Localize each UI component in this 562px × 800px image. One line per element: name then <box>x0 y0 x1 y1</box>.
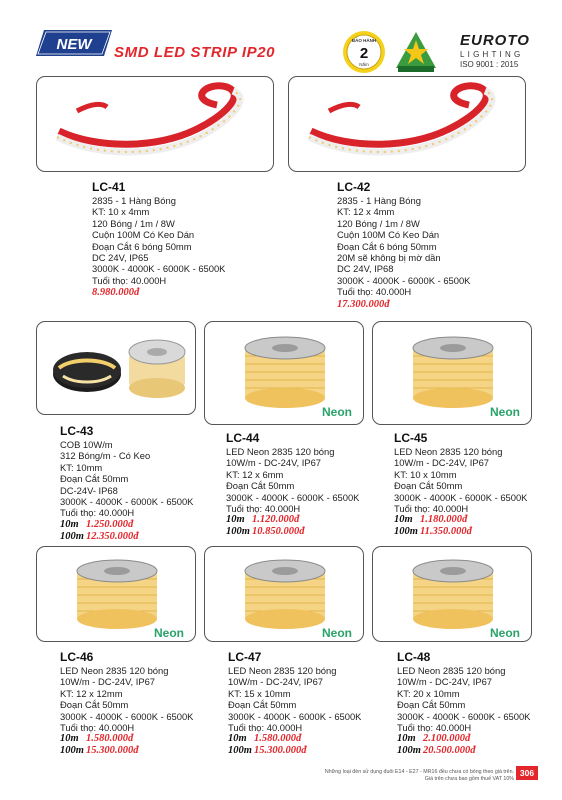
neon-label: Neon <box>490 626 520 640</box>
iso-certification: ISO 9001 : 2015 <box>460 60 519 69</box>
spec-line: 120 Bóng / 1m / 8W <box>337 217 420 229</box>
spec-line: 3000K - 4000K - 6000K - 6500K <box>397 710 531 722</box>
product-spec-lc41 <box>92 180 225 299</box>
spec-line: 3000K - 4000K - 6000K - 6500K <box>337 274 471 286</box>
warranty-top-text: BẢO HÀNH <box>351 38 377 43</box>
neon-label: Neon <box>154 626 184 640</box>
product-code: LC-45 <box>394 431 428 445</box>
spec-line: Tuổi thọ: 40.000H <box>228 722 303 734</box>
product-spec-lc48 <box>397 650 530 757</box>
spec-line: Tuổi thọ: 40.000H <box>60 507 135 519</box>
price-length: 100m <box>226 526 250 538</box>
footer-note <box>325 769 514 783</box>
led-strip-icon <box>37 77 274 172</box>
spec-line: 3000K - 4000K - 6000K - 6500K <box>92 263 226 275</box>
spec-line: KT: 12 x 4mm <box>337 206 395 218</box>
quality-mark-icon <box>394 30 438 74</box>
product-spec-lc47 <box>228 650 361 757</box>
spec-line: DC-24V- IP68 <box>60 484 118 496</box>
new-badge <box>36 30 112 56</box>
product-price-100m <box>394 526 527 538</box>
product-price-100m <box>60 531 193 543</box>
product-spec-lc42 <box>337 180 470 311</box>
product-image-lc42 <box>288 76 526 172</box>
footer-note-line: Giá trên chưa bao gồm thuế VAT 10% <box>424 776 514 782</box>
spec-line: Tuổi thọ: 40.000H <box>394 503 469 515</box>
spec-line: 2835 - 1 Hàng Bóng <box>92 195 176 206</box>
price-value: 2.100.000đ <box>423 733 471 745</box>
price-value: 1.180.000đ <box>420 514 468 526</box>
spec-line: KT: 15 x 10mm <box>228 687 291 699</box>
spec-line: 3000K - 4000K - 6000K - 6500K <box>60 710 194 722</box>
footer-note-line: Những loại đèn sử dụng đuôi E14 - E27 - MR16 đều chưa có bóng theo giá trên. <box>324 769 514 775</box>
spec-line: Đoạn Cắt 50mm <box>60 473 129 485</box>
spec-line: LED Neon 2835 120 bóng <box>60 665 169 676</box>
spec-line: LED Neon 2835 120 bóng <box>226 446 335 457</box>
spec-line: 312 Bóng/m - Có Keo <box>60 450 151 462</box>
product-code: LC-42 <box>337 180 371 194</box>
product-price-10m <box>228 733 361 745</box>
led-strip-icon <box>289 77 526 172</box>
page-number: 306 <box>516 766 538 780</box>
product-spec-lc46 <box>60 650 193 757</box>
spec-line: Tuổi thọ: 40.000H <box>337 286 412 298</box>
price-value: 12.350.000đ <box>86 530 139 542</box>
spec-line: KT: 10 x 10mm <box>394 468 457 480</box>
spec-line: Đoạn Cắt 50mm <box>60 699 129 711</box>
spec-line: KT: 10 x 4mm <box>92 206 150 218</box>
price-value: 15.300.000đ <box>86 745 139 757</box>
spec-line: Đoạn Cắt 6 bóng 50mm <box>337 240 437 252</box>
spec-line: DC 24V, IP65 <box>92 252 149 264</box>
price-value: 15.300.000đ <box>254 745 307 757</box>
spec-line: COB 10W/m <box>60 439 113 450</box>
spec-line: LED Neon 2835 120 bóng <box>228 665 337 676</box>
neon-label: Neon <box>322 626 352 640</box>
price-length: 10m <box>60 733 79 745</box>
spec-line: 2835 - 1 Hàng Bóng <box>337 195 421 206</box>
spec-line: LED Neon 2835 120 bóng <box>394 446 503 457</box>
price-length: 10m <box>397 733 416 745</box>
product-price-10m <box>60 733 193 745</box>
price-value: 1.580.000đ <box>86 733 134 745</box>
spec-line: 10W/m - DC-24V, IP67 <box>60 676 155 688</box>
spec-line: Cuộn 100M Có Keo Dán <box>337 229 440 241</box>
product-price-100m <box>397 745 530 757</box>
brand-name: EUROTO <box>460 32 530 49</box>
price-value: 20.500.000đ <box>423 745 476 757</box>
product-price-100m <box>60 745 193 757</box>
spec-line: 120 Bóng / 1m / 8W <box>92 217 175 229</box>
brand-subtitle: LIGHTING <box>460 50 524 59</box>
spec-line: 20M sẽ không bị mờ dần <box>337 252 441 264</box>
product-price-10m <box>397 733 530 745</box>
spec-line: 3000K - 4000K - 6000K - 6500K <box>394 491 528 503</box>
price-value: 11.350.000đ <box>420 526 472 538</box>
spec-line: LED Neon 2835 120 bóng <box>397 665 506 676</box>
price-length: 100m <box>397 745 421 757</box>
spec-line: KT: 10mm <box>60 461 103 473</box>
spec-line: 10W/m - DC-24V, IP67 <box>394 457 489 469</box>
spec-line: Đoạn Cắt 6 bóng 50mm <box>92 240 192 252</box>
warranty-seal-icon <box>342 30 386 74</box>
price-length: 100m <box>60 530 84 542</box>
product-code: LC-47 <box>228 650 262 664</box>
spec-line: 3000K - 4000K - 6000K - 6500K <box>60 496 194 508</box>
price-value: 1.580.000đ <box>254 733 302 745</box>
page-title: SMD LED STRIP IP20 <box>114 44 276 61</box>
product-spec-lc43 <box>60 424 193 543</box>
product-price-100m <box>228 745 361 757</box>
price-length: 10m <box>228 733 247 745</box>
spec-line: Tuổi thọ: 40.000H <box>397 722 472 734</box>
price-length: 100m <box>394 526 418 538</box>
spec-line: Tuổi thọ: 40.000H <box>92 274 167 286</box>
product-image-lc41 <box>36 76 274 172</box>
spec-line: 10W/m - DC-24V, IP67 <box>228 676 323 688</box>
product-code: LC-43 <box>60 424 94 438</box>
neon-label: Neon <box>322 405 352 419</box>
spec-line: 10W/m - DC-24V, IP67 <box>397 676 492 688</box>
product-image-lc43 <box>36 321 196 415</box>
spec-line: Đoạn Cắt 50mm <box>226 480 295 492</box>
spec-line: Cuộn 100M Có Keo Dán <box>92 229 195 241</box>
price-value: 10.850.000đ <box>252 526 305 538</box>
product-code: LC-48 <box>397 650 431 664</box>
price-length: 10m <box>226 514 245 526</box>
spec-line: 3000K - 4000K - 6000K - 6500K <box>226 491 360 503</box>
spec-line: Đoạn Cắt 50mm <box>397 699 466 711</box>
spec-line: Đoạn Cắt 50mm <box>228 699 297 711</box>
spec-line: Đoạn Cắt 50mm <box>394 480 463 492</box>
price-length: 100m <box>60 745 84 757</box>
new-badge-text: NEW <box>56 36 92 53</box>
product-price-10m <box>394 514 527 526</box>
product-code: LC-41 <box>92 180 126 194</box>
brand-logo <box>460 32 540 69</box>
warranty-years-text: 2 <box>359 45 369 62</box>
product-price-10m <box>226 514 359 526</box>
price-length: 100m <box>228 745 252 757</box>
product-price-10m <box>60 519 193 531</box>
spec-line: KT: 12 x 6mm <box>226 468 284 480</box>
product-price: 8.980.000đ <box>92 287 140 299</box>
spec-line: 3000K - 4000K - 6000K - 6500K <box>228 710 362 722</box>
neon-label: Neon <box>490 405 520 419</box>
spec-line: KT: 20 x 10mm <box>397 687 460 699</box>
product-code: LC-46 <box>60 650 94 664</box>
product-price-100m <box>226 526 359 538</box>
price-value: 1.120.000đ <box>252 514 300 526</box>
spec-line: Tuổi thọ: 40.000H <box>226 503 301 515</box>
price-length: 10m <box>60 518 79 530</box>
product-spec-lc44 <box>226 431 359 538</box>
warranty-unit-text: Năm <box>359 62 369 67</box>
product-code: LC-44 <box>226 431 260 445</box>
cob-strip-reel-icon <box>37 322 196 415</box>
price-value: 1.250.000đ <box>86 518 134 530</box>
spec-line: Tuổi thọ: 40.000H <box>60 722 135 734</box>
spec-line: DC 24V, IP68 <box>337 263 394 275</box>
spec-line: 10W/m - DC-24V, IP67 <box>226 457 321 469</box>
price-length: 10m <box>394 514 413 526</box>
spec-line: KT: 12 x 12mm <box>60 687 123 699</box>
product-spec-lc45 <box>394 431 527 538</box>
product-price: 17.300.000đ <box>337 298 390 310</box>
